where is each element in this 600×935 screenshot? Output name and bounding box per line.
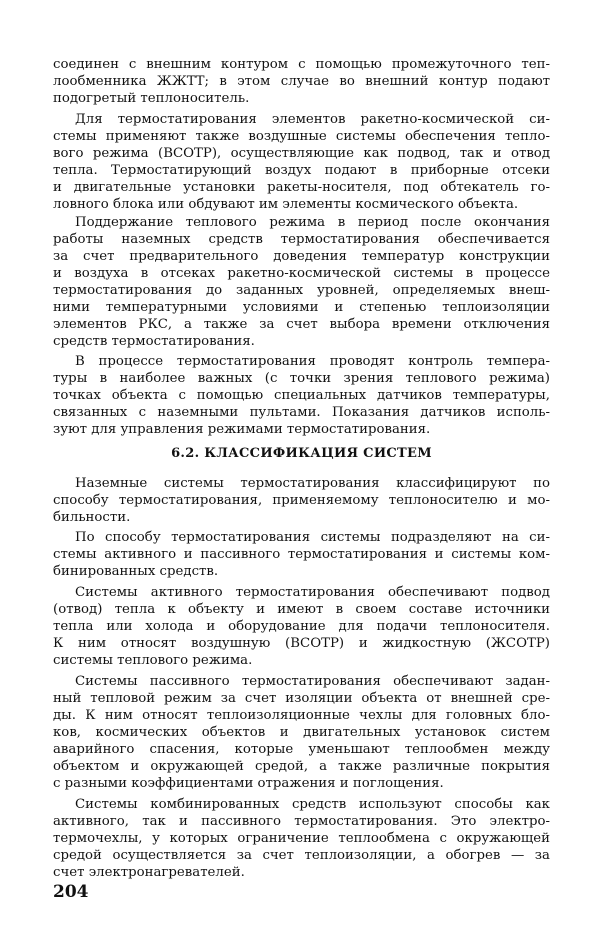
text-line: Системы пассивного термостатирования обеспечивают задан- — [75, 674, 550, 689]
text-line: за счет предварительного доведения температур конструкции — [53, 249, 550, 264]
text-line: стемы применяют также воздушные системы обеспечения тепло- — [53, 129, 550, 144]
text-line: (отвод) тепла к объекту и имеют в своем составе источники — [53, 602, 550, 617]
text-line: аварийного спасения, которые уменьшают теплообмен между — [53, 742, 550, 757]
text-line: бильности. — [53, 510, 131, 525]
text-line: работы наземных средств термостатирования обеспечивается — [53, 232, 550, 247]
text-line: связанных с наземными пультами. Показания датчиков исполь- — [53, 405, 550, 420]
text-line: соединен с внешним контуром с помощью промежуточного теп- — [53, 57, 550, 72]
text-line: и двигательные установки ракеты-носителя, под обтекатель го- — [53, 180, 550, 195]
text-line: Системы комбинированных средств используют способы как — [75, 797, 550, 812]
text-line: средств термостатирования. — [53, 334, 255, 349]
text-line: с разными коэффициентами отражения и поглощения. — [53, 776, 444, 791]
text-line: активного, так и пассивного термостатирования. Это электро- — [53, 814, 550, 829]
text-line: способу термостатирования, применяемому теплоносителю и мо- — [53, 493, 550, 508]
text-line: По способу термостатирования системы подразделяют на си- — [75, 530, 550, 545]
text-line: термочехлы, у которых ограничение теплообмена с окружающей — [53, 831, 550, 846]
text-line: элементов РКС, а также за счет выбора времени отключения — [53, 317, 550, 332]
text-line: стемы активного и пассивного термостатирования и системы ком- — [53, 547, 550, 562]
text-line: ков, космических объектов и двигательных установок систем — [53, 725, 550, 740]
text-line: средой осуществляется за счет теплоизоляции, а обогрев — за — [53, 848, 550, 863]
text-line: системы теплового режима. — [53, 653, 253, 668]
text-line: объектом и окружающей средой, а также различные покрытия — [53, 759, 550, 774]
text-line: тепла или холода и оборудование для подачи теплоносителя. — [53, 619, 550, 634]
text-line: Поддержание теплового режима в период после окончания — [75, 215, 550, 230]
text-line: ды. К ним относят теплоизоляционные чехлы для головных бло- — [53, 708, 550, 723]
text-line: зуют для управления режимами термостатирования. — [53, 422, 431, 437]
page-number: 204 — [53, 882, 89, 902]
text-line: Наземные системы термостатирования классифицируют по — [75, 476, 550, 491]
text-line: термостатирования до заданных уровней, определяемых внеш- — [53, 283, 550, 298]
text-line: счет электронагревателей. — [53, 865, 245, 880]
text-line: подогретый теплоноситель. — [53, 91, 250, 106]
text-line: К ним относят воздушную (ВСОТР) и жидкостную (ЖСОТР) — [53, 636, 550, 651]
text-line: В процессе термостатирования проводят контроль темпера- — [75, 354, 550, 369]
text-line: и воздуха в отсеках ракетно-космической системы в процессе — [53, 266, 550, 281]
text-line: тепла. Термостатирующий воздух подают в приборные отсеки — [53, 163, 550, 178]
text-line: ный тепловой режим за счет изоляции объекта от внешней сре- — [53, 691, 550, 706]
text-line: точках объекта с помощью специальных датчиков температуры, — [53, 388, 550, 403]
text-line: ловного блока или обдувают им элементы космического объекта. — [53, 197, 519, 212]
text-line: бинированных средств. — [53, 564, 219, 579]
text-line: туры в наиболее важных (с точки зрения теплового режима) — [53, 371, 550, 386]
text-line: Системы активного термостатирования обеспечивают подвод — [75, 585, 550, 600]
text-line: Для термостатирования элементов ракетно-космической си- — [75, 112, 550, 127]
section-heading: 6.2. КЛАССИФИКАЦИЯ СИСТЕМ — [171, 446, 432, 461]
text-line: лообменника ЖЖТТ; в этом случае во внешний контур подают — [53, 74, 550, 89]
text-line: вого режима (ВСОТР), осуществляющие как подвод, так и отвод — [53, 146, 550, 161]
text-line: ними температурными условиями и степенью теплоизоляции — [53, 300, 550, 315]
